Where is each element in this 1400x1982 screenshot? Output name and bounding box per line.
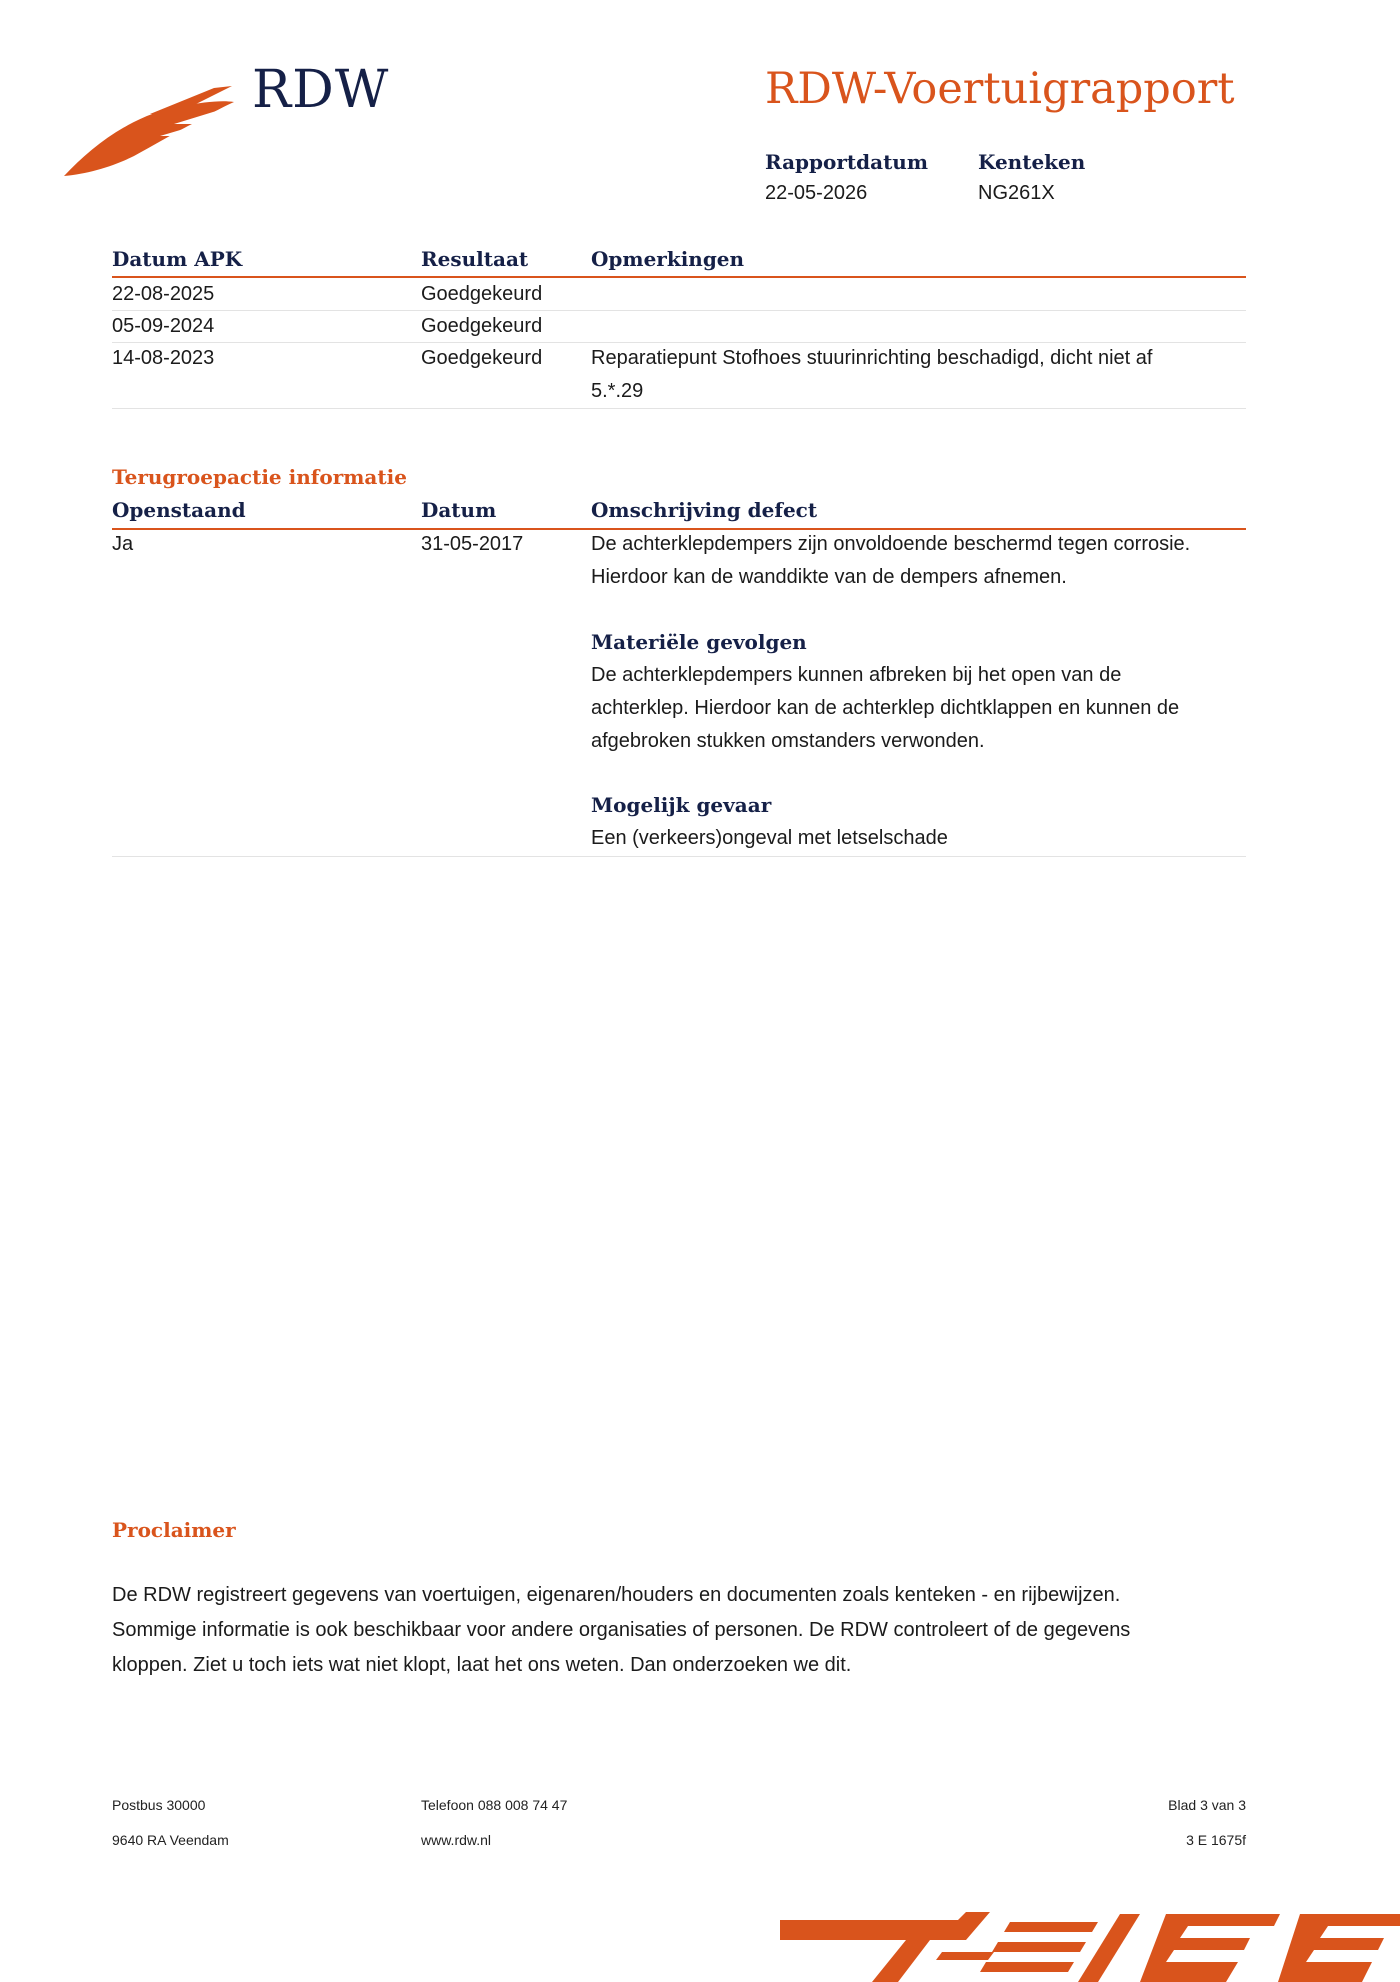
gevaar-title: Mogelijk gevaar — [591, 793, 772, 817]
proclaimer-line: Sommige informatie is ook beschikbaar voor andere organisaties of personen. De RDW controleert of de gegevens — [112, 1619, 1131, 1641]
recall-datum: 31-05-2017 — [421, 533, 524, 555]
rapportdatum-value: 22-05-2026 — [765, 182, 868, 204]
recall-header-omschrijving: Omschrijving defect — [591, 498, 818, 522]
row-divider — [112, 408, 1246, 409]
gevolgen-line: De achterklepdempers kunnen afbreken bij het open van de — [591, 664, 1122, 686]
row-divider — [112, 310, 1246, 311]
row-divider — [112, 856, 1246, 857]
rdw-logo-icon — [64, 84, 234, 179]
apk-datum: 14-08-2023 — [112, 347, 215, 369]
logo-text: RDW — [252, 60, 390, 120]
kenteken-value: NG261X — [978, 182, 1055, 204]
gevolgen-line: afgebroken stukken omstanders verwonden. — [591, 730, 985, 752]
footer-postbus: Postbus 30000 — [112, 1797, 206, 1813]
gevolgen-line: achterklep. Hierdoor kan de achterklep dichtklappen en kunnen de — [591, 697, 1180, 719]
footer-website[interactable]: www.rdw.nl — [421, 1832, 492, 1848]
gevolgen-title: Materiële gevolgen — [591, 630, 807, 654]
rapportdatum-label: Rapportdatum — [765, 150, 929, 174]
apk-resultaat: Goedgekeurd — [421, 315, 543, 337]
apk-header-rule — [112, 276, 1246, 278]
gevaar-text: Een (verkeers)ongeval met letselschade — [591, 827, 948, 849]
recall-header-datum: Datum — [421, 498, 497, 522]
proclaimer-line: kloppen. Ziet u toch iets wat niet klopt, laat het ons weten. Dan onderzoeken we dit. — [112, 1654, 852, 1676]
apk-opmerking: Reparatiepunt Stofhoes stuurinrichting beschadigd, dicht niet af — [591, 347, 1153, 369]
recall-defect-line: Hierdoor kan de wanddikte van de dempers afnemen. — [591, 566, 1067, 588]
apk-header-resultaat: Resultaat — [421, 247, 529, 271]
footer-code: 3 E 1675f — [1186, 1832, 1246, 1848]
apk-datum: 05-09-2024 — [112, 315, 215, 337]
apk-header-opmerkingen: Opmerkingen — [591, 247, 745, 271]
report-title: RDW-Voertuigrapport — [765, 64, 1235, 114]
apk-resultaat: Goedgekeurd — [421, 347, 543, 369]
footer-plaats: 9640 RA Veendam — [112, 1832, 229, 1848]
footer-telefoon: Telefoon 088 008 74 47 — [421, 1797, 568, 1813]
apk-opmerking-code: 5.*.29 — [591, 380, 644, 402]
rdw-stripes-decoration-icon — [780, 1912, 1400, 1982]
footer-blad: Blad 3 van 3 — [1168, 1797, 1246, 1813]
apk-datum: 22-08-2025 — [112, 283, 215, 305]
apk-resultaat: Goedgekeurd — [421, 283, 543, 305]
proclaimer-text — [112, 1578, 1252, 1683]
recall-openstaand: Ja — [112, 533, 134, 555]
recall-section-title: Terugroepactie informatie — [112, 465, 407, 489]
recall-header-openstaand: Openstaand — [112, 498, 246, 522]
kenteken-label: Kenteken — [978, 150, 1086, 174]
proclaimer-title: Proclaimer — [112, 1518, 236, 1542]
proclaimer-line: De RDW registreert gegevens van voertuigen, eigenaren/houders en documenten zoals kenteken - en rijbewijzen. — [112, 1584, 1121, 1606]
apk-header-datum: Datum APK — [112, 247, 243, 271]
recall-defect-line: De achterklepdempers zijn onvoldoende beschermd tegen corrosie. — [591, 533, 1191, 555]
